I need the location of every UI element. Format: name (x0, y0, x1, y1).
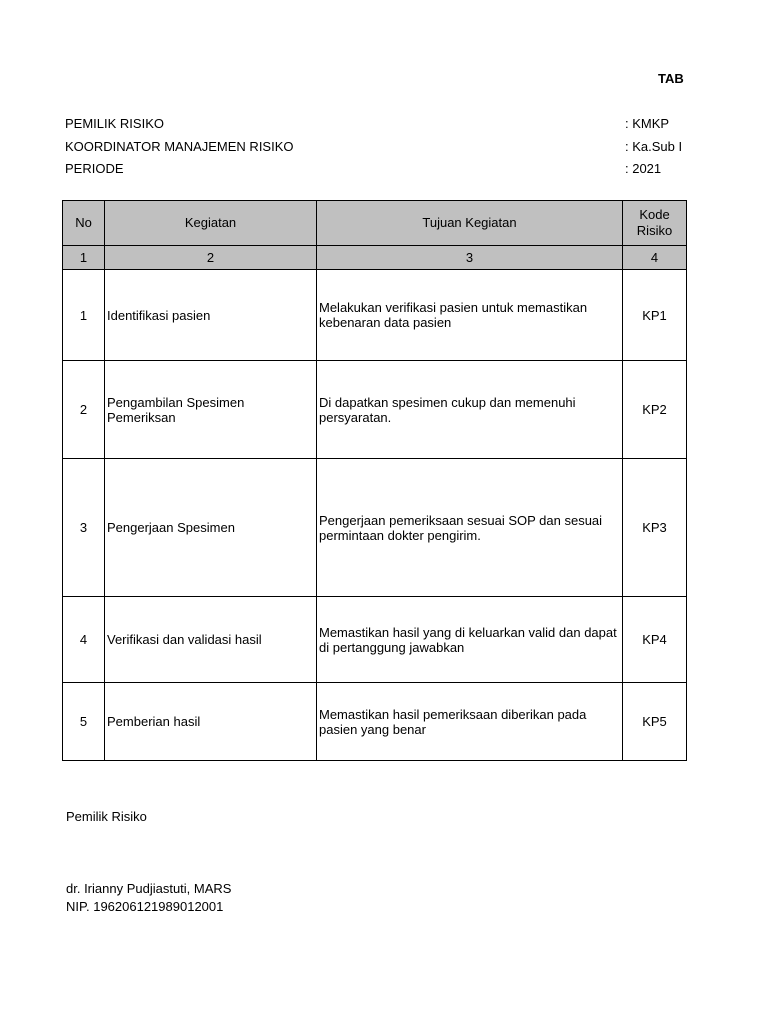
cell-no: 4 (63, 597, 105, 683)
info-value: : KMKP (625, 116, 670, 131)
column-number: 3 (317, 246, 623, 270)
cell-tujuan: Memastikan hasil yang di keluarkan valid dan dapat di pertanggung jawabkan (317, 597, 623, 683)
cell-no: 1 (63, 270, 105, 361)
risk-table (62, 200, 687, 761)
cell-kode-risiko: KP4 (623, 597, 687, 683)
signature-nip: NIP. 196206121989012001 (66, 899, 224, 914)
cell-kode-risiko: KP3 (623, 459, 687, 597)
cell-tujuan: Pengerjaan pemeriksaan sesuai SOP dan sesuai permintaan dokter pengirim. (317, 459, 623, 597)
table-row (63, 597, 687, 683)
cell-tujuan: Melakukan verifikasi pasien untuk memastikan kebenaran data pasien (317, 270, 623, 361)
cell-tujuan: Memastikan hasil pemeriksaan diberikan pada pasien yang benar (317, 683, 623, 761)
table-row (63, 459, 687, 597)
info-label: PEMILIK RISIKO (65, 116, 164, 131)
column-number-row (63, 246, 687, 270)
column-header-no: No (63, 201, 105, 246)
cell-kegiatan: Identifikasi pasien (105, 270, 317, 361)
cell-kegiatan: Pengerjaan Spesimen (105, 459, 317, 597)
info-value: : Ka.Sub I (625, 139, 683, 154)
cell-kegiatan: Pemberian hasil (105, 683, 317, 761)
cell-kegiatan: Verifikasi dan validasi hasil (105, 597, 317, 683)
cell-kode-risiko: KP5 (623, 683, 687, 761)
cell-no: 5 (63, 683, 105, 761)
column-number: 4 (623, 246, 687, 270)
cell-tujuan: Di dapatkan spesimen cukup dan memenuhi persyaratan. (317, 361, 623, 459)
table-row (63, 683, 687, 761)
table-header-row (63, 201, 687, 246)
info-value: : 2021 (625, 161, 662, 176)
cell-no: 2 (63, 361, 105, 459)
cell-kegiatan: Pengambilan Spesimen Pemeriksan (105, 361, 317, 459)
signature-role: Pemilik Risiko (66, 809, 147, 824)
cell-kode-risiko: KP2 (623, 361, 687, 459)
column-header-tujuan: Tujuan Kegiatan (317, 201, 623, 246)
cell-no: 3 (63, 459, 105, 597)
column-number: 2 (105, 246, 317, 270)
column-header-kegiatan: Kegiatan (105, 201, 317, 246)
column-number: 1 (63, 246, 105, 270)
signature-name: dr. Irianny Pudjiastuti, MARS (66, 881, 232, 896)
info-label: KOORDINATOR MANAJEMEN RISIKO (65, 139, 294, 154)
cell-kode-risiko: KP1 (623, 270, 687, 361)
column-header-kode-risiko: Kode Risiko (623, 201, 687, 246)
document-title: TAB (658, 71, 684, 86)
table-row (63, 361, 687, 459)
info-label: PERIODE (65, 161, 124, 176)
table-row (63, 270, 687, 361)
